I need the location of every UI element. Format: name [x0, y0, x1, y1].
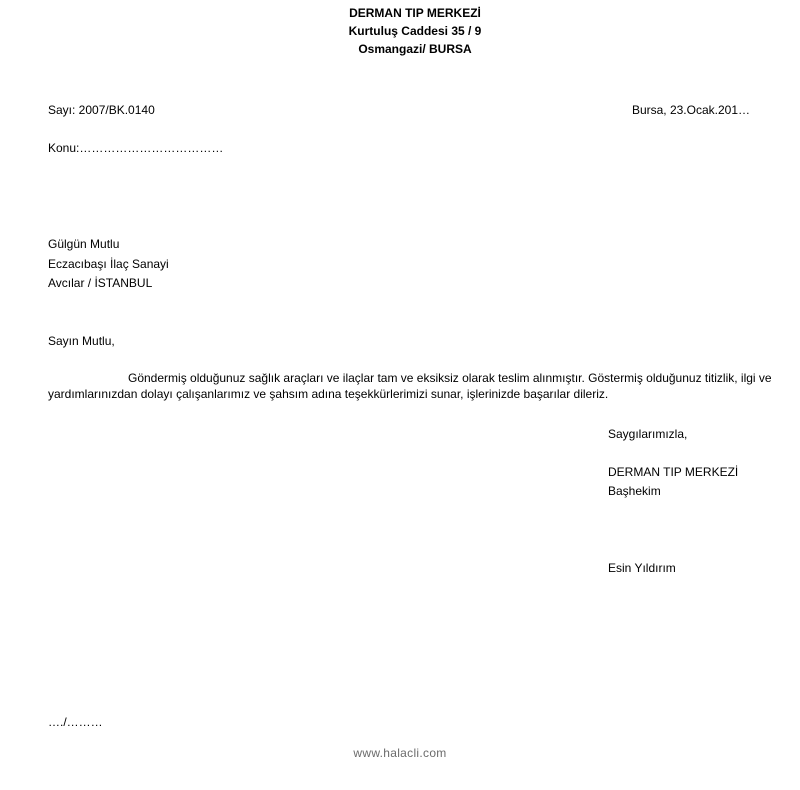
document-number: Sayı: 2007/BK.0140	[48, 103, 155, 117]
signer-name: Esin Yıldırım	[608, 561, 676, 575]
date-blank: …./………	[48, 715, 103, 729]
letter-body: Göndermiş olduğunuz sağlık araçları ve ilaçlar tam ve eksiksiz olarak teslim alınmıştır. Göstermiş olduğunuz titizlik, ilgi ve yardımlarınızdan dolayı çalışanlarımız ve şahsım adına teşekkürlerimizi sunar, işlerinizde başarılar dileriz.	[48, 371, 772, 401]
subject-line: Konu:………………………………	[48, 141, 224, 155]
place-date: Bursa, 23.Ocak.201…	[631, 103, 750, 117]
closing-title: Başhekim	[608, 484, 661, 498]
recipient-address: Avcılar / İSTANBUL	[48, 276, 153, 290]
letterhead	[0, 4, 800, 58]
closing-greeting: Saygılarımızla,	[608, 427, 688, 441]
recipient-company: Eczacıbaşı İlaç Sanayi	[48, 257, 169, 271]
letterhead-street: Kurtuluş Caddesi 35 / 9	[348, 24, 482, 38]
letterhead-name: DERMAN TIP MERKEZİ	[349, 6, 481, 20]
letterhead-city: Osmangazi/ BURSA	[358, 42, 472, 56]
closing-organization: DERMAN TIP MERKEZİ	[608, 465, 739, 479]
salutation: Sayın Mutlu,	[48, 334, 115, 348]
watermark-url: www.halacli.com	[353, 746, 447, 760]
recipient-name: Gülgün Mutlu	[48, 237, 120, 251]
